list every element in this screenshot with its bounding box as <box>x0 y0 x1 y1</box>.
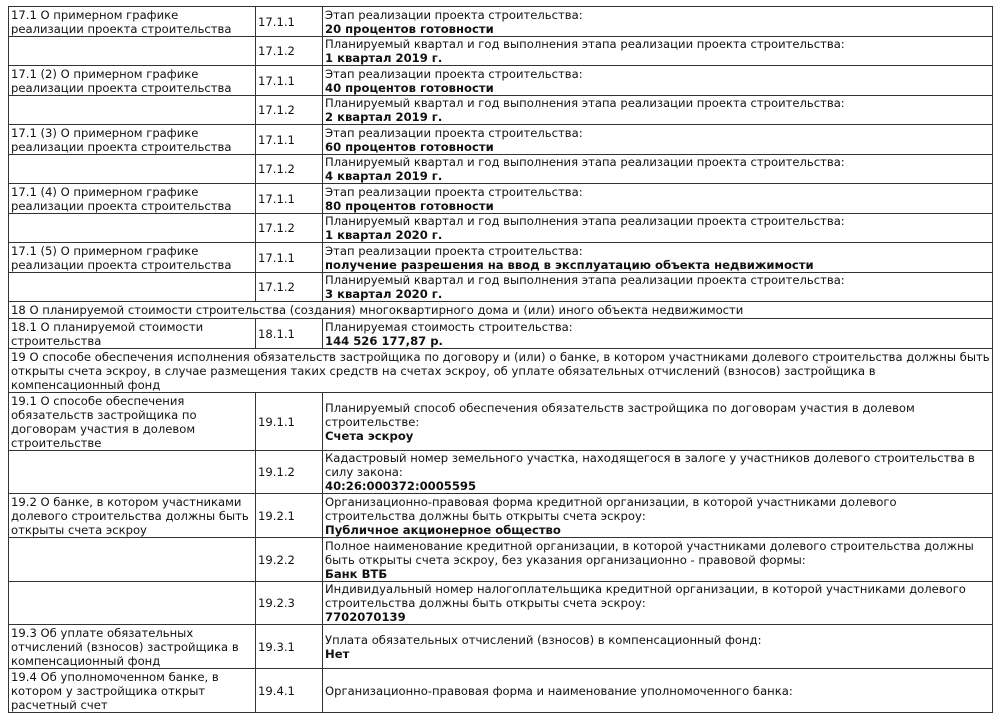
item-value: Счета эскроу <box>325 428 414 443</box>
section-header: 18 О планируемой стоимости строительства (создания) многоквартирного дома и (или) иного объекта недвижимости <box>9 302 993 319</box>
item-content <box>323 66 993 96</box>
item-code: 17.1.2 <box>256 214 323 243</box>
section-title <box>9 451 256 494</box>
item-code: 17.1.2 <box>256 37 323 66</box>
item-label: Планируемый квартал и год выполнения этапа реализации проекта строительства: <box>325 37 845 51</box>
item-code: 19.3.1 <box>256 625 323 669</box>
item-label: Этап реализации проекта строительства: <box>325 7 583 22</box>
item-label: Планируемая стоимость строительства: <box>325 319 573 334</box>
item-value: 2 квартал 2019 г. <box>325 110 443 124</box>
table-row <box>9 214 993 243</box>
item-content <box>323 625 993 669</box>
item-label: Планируемый квартал и год выполнения этапа реализации проекта строительства: <box>325 96 845 110</box>
item-code: 17.1.1 <box>256 243 323 273</box>
section-title <box>9 214 256 243</box>
section-title: 17.1 (4) О примерном графике реализации проекта строительства <box>9 184 256 214</box>
item-label: Уплата обязательных отчислений (взносов) в компенсационный фонд: <box>325 632 762 647</box>
section-title: 18.1 О планируемой стоимости строительства <box>9 319 256 349</box>
section-title <box>9 155 256 184</box>
item-value: Нет <box>325 646 350 661</box>
item-value: 4 квартал 2019 г. <box>325 169 443 183</box>
section-title: 17.1 (2) О примерном графике реализации проекта строительства <box>9 66 256 96</box>
item-content <box>323 494 993 538</box>
item-value: 60 процентов готовности <box>325 139 494 154</box>
item-code: 17.1.2 <box>256 96 323 125</box>
item-value: получение разрешения на ввод в эксплуатацию объекта недвижимости <box>325 257 814 272</box>
item-label: Индивидуальный номер налогоплательщика кредитной организации, в которой участниками долевого строительства должны быть открыты счета эскроу: <box>325 582 966 610</box>
section-title: 19.1 О способе обеспечения обязательств застройщика по договорам участия в долевом строительстве <box>9 393 256 451</box>
item-code: 17.1.2 <box>256 155 323 184</box>
table-body <box>9 7 993 713</box>
item-value: 3 квартал 2020 г. <box>325 287 443 301</box>
table-row <box>9 184 993 214</box>
section-title: 17.1 (5) О примерном графике реализации проекта строительства <box>9 243 256 273</box>
item-code: 17.1.1 <box>256 184 323 214</box>
item-content <box>323 669 993 713</box>
table-row <box>9 451 993 494</box>
item-value: Публичное акционерное общество <box>325 522 561 537</box>
item-value: 7702070139 <box>325 610 406 624</box>
item-label: Этап реализации проекта строительства: <box>325 66 583 81</box>
table-row <box>9 669 993 713</box>
item-label: Организационно-правовая форма кредитной организации, в которой участниками долевого строительства должны быть открыты счета эскроу: <box>325 494 897 523</box>
table-row <box>9 582 993 625</box>
item-code: 19.2.1 <box>256 494 323 538</box>
item-code: 18.1.1 <box>256 319 323 349</box>
item-content <box>323 184 993 214</box>
table-row <box>9 538 993 582</box>
item-label: Планируемый способ обеспечения обязательств застройщика по договорам участия в долевом строительстве: <box>325 400 915 429</box>
item-content <box>323 7 993 37</box>
item-label: Кадастровый номер земельного участка, находящегося в залоге у участников долевого строительства в силу закона: <box>325 451 975 479</box>
item-value: 144 526 177,87 р. <box>325 333 443 348</box>
item-value: 40 процентов готовности <box>325 80 494 95</box>
item-value: 40:26:000372:0005595 <box>325 479 477 493</box>
section-title: 17.1 (3) О примерном графике реализации проекта строительства <box>9 125 256 155</box>
item-content <box>323 125 993 155</box>
item-value: 80 процентов готовности <box>325 198 494 213</box>
item-content <box>323 393 993 451</box>
item-code: 17.1.1 <box>256 7 323 37</box>
item-content <box>323 273 993 302</box>
table-row <box>9 96 993 125</box>
section-title: 17.1 О примерном графике реализации проекта строительства <box>9 7 256 37</box>
item-code: 17.1.1 <box>256 125 323 155</box>
item-label: Планируемый квартал и год выполнения этапа реализации проекта строительства: <box>325 155 845 169</box>
table-row <box>9 273 993 302</box>
item-code: 17.1.1 <box>256 66 323 96</box>
item-content <box>323 538 993 582</box>
table-row <box>9 625 993 669</box>
section-title <box>9 96 256 125</box>
item-content <box>323 582 993 625</box>
table-row <box>9 393 993 451</box>
item-content <box>323 96 993 125</box>
item-value: 1 квартал 2020 г. <box>325 228 443 242</box>
section-title <box>9 582 256 625</box>
item-label: Организационно-правовая форма и наименование уполномоченного банка: <box>325 683 793 698</box>
table-row <box>9 7 993 37</box>
table-row <box>9 125 993 155</box>
table-row <box>9 37 993 66</box>
table-row <box>9 319 993 349</box>
section-header-row <box>9 302 993 319</box>
item-content <box>323 37 993 66</box>
section-title <box>9 538 256 582</box>
section-header: 19 О способе обеспечения исполнения обязательств застройщика по договору и (или) о банке, в котором участниками долевого строительства должны быть открыты счета эскроу, в случае размещения таких средств на счетах эскроу, об уплате обязательных отчислений (взносов) застройщика в компенсационный фонд <box>9 349 993 393</box>
item-content <box>323 214 993 243</box>
section-title <box>9 37 256 66</box>
item-code: 19.1.1 <box>256 393 323 451</box>
item-code: 19.2.2 <box>256 538 323 582</box>
item-label: Этап реализации проекта строительства: <box>325 125 583 140</box>
item-label: Планируемый квартал и год выполнения этапа реализации проекта строительства: <box>325 214 845 228</box>
item-label: Планируемый квартал и год выполнения этапа реализации проекта строительства: <box>325 273 845 287</box>
section-title: 19.3 Об уплате обязательных отчислений (взносов) застройщика в компенсационный фонд <box>9 625 256 669</box>
section-title: 19.4 Об уполномоченном банке, в котором у застройщика открыт расчетный счет <box>9 669 256 713</box>
table-row <box>9 243 993 273</box>
item-label: Этап реализации проекта строительства: <box>325 184 583 199</box>
item-value: Банк ВТБ <box>325 566 388 581</box>
item-label: Полное наименование кредитной организации, в которой участниками долевого строительства должны быть открыты счета эскроу, без указания организационно - правовой формы: <box>325 538 974 567</box>
item-content <box>323 451 993 494</box>
table-row <box>9 155 993 184</box>
item-content <box>323 155 993 184</box>
item-content <box>323 243 993 273</box>
item-code: 17.1.2 <box>256 273 323 302</box>
item-value: 1 квартал 2019 г. <box>325 51 443 65</box>
section-title: 19.2 О банке, в котором участниками долевого строительства должны быть открыты счета эскроу <box>9 494 256 538</box>
item-value: 20 процентов готовности <box>325 21 494 36</box>
table-row <box>9 66 993 96</box>
item-label: Этап реализации проекта строительства: <box>325 243 583 258</box>
item-code: 19.2.3 <box>256 582 323 625</box>
item-code: 19.1.2 <box>256 451 323 494</box>
section-title <box>9 273 256 302</box>
section-header-row <box>9 349 993 393</box>
item-code: 19.4.1 <box>256 669 323 713</box>
project-declaration-table <box>8 6 993 713</box>
table-row <box>9 494 993 538</box>
item-content <box>323 319 993 349</box>
